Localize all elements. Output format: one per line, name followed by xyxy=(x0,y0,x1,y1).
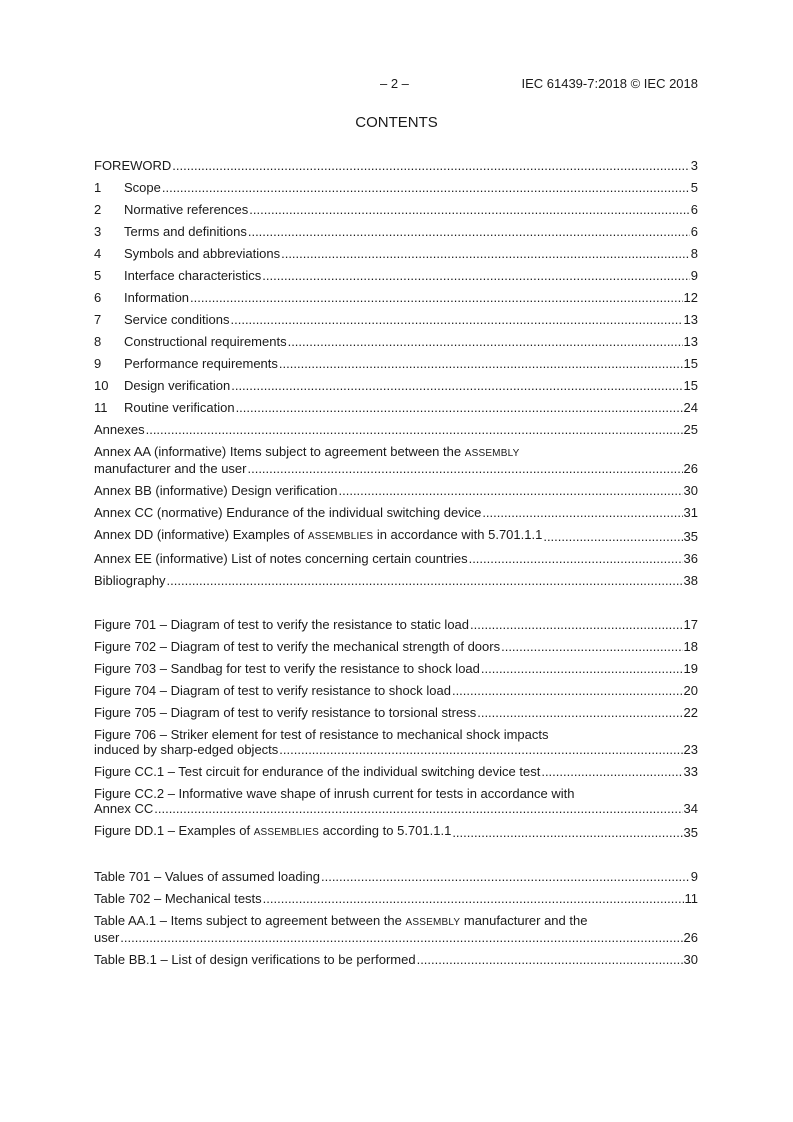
entry-text: Table AA.1 – Items subject to agreement between the xyxy=(94,913,406,928)
section-number: 7 xyxy=(94,312,102,327)
entry-page: 35 xyxy=(683,825,698,840)
entry-text: Figure 702 – Diagram of test to verify the mechanical strength of doors xyxy=(94,639,501,654)
leader-dots xyxy=(236,400,683,415)
toc-entry-section[interactable] xyxy=(94,290,698,305)
entry-text xyxy=(94,268,261,283)
toc-entry-annex-cc[interactable] xyxy=(94,505,698,520)
leader-dots xyxy=(452,825,682,840)
leader-dots xyxy=(470,617,683,632)
entry-page: 8 xyxy=(690,246,698,261)
entry-page: 24 xyxy=(683,400,698,415)
entry-page: 34 xyxy=(683,801,698,816)
toc-entry-annex-ee[interactable] xyxy=(94,551,698,566)
section-title: Routine verification xyxy=(124,400,235,415)
leader-dots xyxy=(321,869,690,884)
leader-dots xyxy=(417,952,683,967)
entry-text: Table BB.1 – List of design verifications to be performed xyxy=(94,952,416,967)
entry-text: induced by sharp-edged objects xyxy=(94,742,279,757)
entry-page: 19 xyxy=(683,661,698,676)
leader-dots xyxy=(120,930,682,945)
section-title: Terms and definitions xyxy=(124,224,247,239)
section-number: 5 xyxy=(94,268,102,283)
entry-page: 25 xyxy=(683,422,698,437)
leader-dots xyxy=(231,312,683,327)
section-title: Annexes xyxy=(94,422,145,437)
entry-text: manufacturer and the user xyxy=(94,461,247,476)
sections-list xyxy=(94,158,698,437)
leader-dots xyxy=(247,461,682,476)
entry-text xyxy=(94,290,189,305)
toc-entry-figure-705[interactable] xyxy=(94,705,698,720)
entry-text: Annex CC xyxy=(94,801,154,816)
toc-entry-table-aa1[interactable] xyxy=(94,913,698,945)
entry-text: Figure 705 – Diagram of test to verify resistance to torsional stress xyxy=(94,705,477,720)
section-title: Symbols and abbreviations xyxy=(124,246,281,261)
entry-text xyxy=(94,224,247,239)
section-title: Service conditions xyxy=(124,312,230,327)
section-title: Information xyxy=(124,290,190,305)
entry-text xyxy=(94,202,248,217)
leader-dots xyxy=(249,202,689,217)
entry-text: according to 5.701.1.1 xyxy=(319,823,452,838)
entry-page: 30 xyxy=(683,483,698,498)
leader-dots xyxy=(231,378,682,393)
toc-entry-section[interactable] xyxy=(94,422,698,437)
section-number: 1 xyxy=(94,180,102,195)
toc-entry-section[interactable] xyxy=(94,246,698,261)
entry-smallcaps: ASSEMBLIES xyxy=(253,827,320,838)
entry-text: Figure CC.2 – Informative wave shape of inrush current for tests in accordance with xyxy=(94,786,575,801)
section-title: Scope xyxy=(124,180,161,195)
entry-page: 36 xyxy=(683,551,698,566)
entry-text xyxy=(94,180,161,195)
toc-entry-table-bb1[interactable] xyxy=(94,952,698,967)
toc-entry-annex-bb[interactable] xyxy=(94,483,698,498)
entry-text: Figure 704 – Diagram of test to verify resistance to shock load xyxy=(94,683,451,698)
entry-page: 13 xyxy=(683,312,698,327)
entry-text xyxy=(94,400,235,415)
entry-text: Figure 703 – Sandbag for test to verify the resistance to shock load xyxy=(94,661,480,676)
toc-entry-section[interactable] xyxy=(94,378,698,393)
entry-text: Table 701 – Values of assumed loading xyxy=(94,869,320,884)
section-title: Normative references xyxy=(124,202,249,217)
entry-text: Annex CC (normative) Endurance of the individual switching device xyxy=(94,505,482,520)
section-title: Interface characteristics xyxy=(124,268,262,283)
page-number: – 2 – xyxy=(380,76,409,91)
entry-text: Annex EE (informative) List of notes concerning certain countries xyxy=(94,551,468,566)
entry-page: 38 xyxy=(683,573,698,588)
entry-page: 12 xyxy=(683,290,698,305)
toc-entry-figure-704[interactable] xyxy=(94,683,698,698)
leader-dots xyxy=(279,356,683,371)
toc-entry-section[interactable] xyxy=(94,312,698,327)
section-number: 4 xyxy=(94,246,102,261)
section-title: Constructional requirements xyxy=(124,334,287,349)
entry-page: 31 xyxy=(683,505,698,520)
leader-dots xyxy=(452,683,683,698)
toc-entry-section[interactable] xyxy=(94,400,698,415)
entry-smallcaps: ASSEMBLY xyxy=(405,917,461,928)
entry-text: Table 702 – Mechanical tests xyxy=(94,891,262,906)
section-title: FOREWORD xyxy=(94,158,172,173)
toc-entry-section[interactable] xyxy=(94,158,698,173)
entry-text xyxy=(94,422,145,437)
entry-page: 3 xyxy=(690,158,698,173)
entry-page: 15 xyxy=(683,378,698,393)
leader-dots xyxy=(263,891,684,906)
leader-dots xyxy=(162,180,690,195)
toc-entry-section[interactable] xyxy=(94,202,698,217)
entry-page: 13 xyxy=(683,334,698,349)
entry-text: Annex AA (informative) Items subject to agreement between the xyxy=(94,444,465,459)
entry-text: Annex BB (informative) Design verification xyxy=(94,483,338,498)
entry-page: 33 xyxy=(683,764,698,779)
leader-dots xyxy=(172,158,689,173)
toc-entry-bibliography[interactable] xyxy=(94,573,698,588)
entry-smallcaps: ASSEMBLY xyxy=(464,448,520,459)
entry-text: Bibliography xyxy=(94,573,166,588)
entry-page: 22 xyxy=(683,705,698,720)
section-title: Design verification xyxy=(124,378,231,393)
entry-text: Figure 706 – Striker element for test of resistance to mechanical shock impacts xyxy=(94,727,549,742)
leader-dots xyxy=(279,742,682,757)
section-number: 9 xyxy=(94,356,102,371)
toc-entry-figure-703[interactable] xyxy=(94,661,698,676)
section-number: 6 xyxy=(94,290,102,305)
entry-page: 18 xyxy=(683,639,698,654)
entry-page: 15 xyxy=(683,356,698,371)
toc-entry-figure-702[interactable] xyxy=(94,639,698,654)
section-number: 3 xyxy=(94,224,102,239)
entry-page: 5 xyxy=(690,180,698,195)
leader-dots xyxy=(501,639,682,654)
entry-page: 26 xyxy=(683,461,698,476)
entry-text xyxy=(94,312,230,327)
section-number: 8 xyxy=(94,334,102,349)
section-title: Performance requirements xyxy=(124,356,278,371)
entry-page: 26 xyxy=(683,930,698,945)
toc-entry-figure-cc1[interactable] xyxy=(94,764,698,779)
toc-entry-annex-dd[interactable] xyxy=(94,527,698,544)
leader-dots xyxy=(541,764,682,779)
entry-text: user xyxy=(94,930,120,945)
toc-entry-section[interactable] xyxy=(94,334,698,349)
toc-entry-figure-cc2[interactable] xyxy=(94,786,698,816)
leader-dots xyxy=(146,422,683,437)
toc-entry-figure-701[interactable] xyxy=(94,617,698,632)
entry-page: 6 xyxy=(690,224,698,239)
entry-page: 9 xyxy=(690,268,698,283)
section-number: 10 xyxy=(94,378,109,393)
leader-dots xyxy=(543,529,682,544)
leader-dots xyxy=(248,224,690,239)
toc-entry-section[interactable] xyxy=(94,268,698,283)
toc-entry-annex-aa[interactable] xyxy=(94,444,698,476)
leader-dots xyxy=(288,334,683,349)
entry-page: 6 xyxy=(690,202,698,217)
entry-text: Annex DD (informative) Examples of xyxy=(94,527,308,542)
leader-dots xyxy=(154,801,682,816)
entry-text: Figure DD.1 – Examples of xyxy=(94,823,254,838)
page-title: CONTENTS xyxy=(355,114,438,131)
toc-entry-table-701[interactable] xyxy=(94,869,698,884)
section-number: 11 xyxy=(94,400,108,415)
leader-dots xyxy=(481,661,683,676)
entry-text: manufacturer and the xyxy=(460,913,588,928)
toc-entry-table-702[interactable] xyxy=(94,891,698,906)
toc-entry-figure-706[interactable] xyxy=(94,727,698,757)
leader-dots xyxy=(339,483,683,498)
leader-dots xyxy=(167,573,683,588)
leader-dots xyxy=(482,505,682,520)
entry-text xyxy=(94,356,278,371)
entry-text: in accordance with 5.701.1.1 xyxy=(373,527,543,542)
leader-dots xyxy=(281,246,690,261)
entry-page: 9 xyxy=(690,869,698,884)
entry-page: 11 xyxy=(684,891,698,906)
entry-text xyxy=(94,158,171,173)
entry-page: 35 xyxy=(683,529,698,544)
entry-page: 30 xyxy=(683,952,698,967)
table-of-contents xyxy=(94,158,698,967)
toc-entry-section[interactable] xyxy=(94,356,698,371)
entry-page: 23 xyxy=(683,742,698,757)
toc-entry-figure-dd1[interactable] xyxy=(94,823,698,840)
section-number: 2 xyxy=(94,202,102,217)
entry-text: Figure CC.1 – Test circuit for endurance of the individual switching device test xyxy=(94,764,541,779)
leader-dots xyxy=(469,551,683,566)
entry-text: Figure 701 – Diagram of test to verify the resistance to static load xyxy=(94,617,470,632)
toc-entry-section[interactable] xyxy=(94,180,698,195)
document-reference: IEC 61439-7:2018 © IEC 2018 xyxy=(521,76,698,91)
leader-dots xyxy=(262,268,689,283)
leader-dots xyxy=(477,705,682,720)
entry-smallcaps: ASSEMBLIES xyxy=(307,531,374,542)
toc-entry-section[interactable] xyxy=(94,224,698,239)
entry-text xyxy=(94,378,230,393)
entry-text xyxy=(94,334,287,349)
entry-text xyxy=(94,246,280,261)
entry-page: 20 xyxy=(683,683,698,698)
entry-page: 17 xyxy=(683,617,698,632)
leader-dots xyxy=(190,290,682,305)
